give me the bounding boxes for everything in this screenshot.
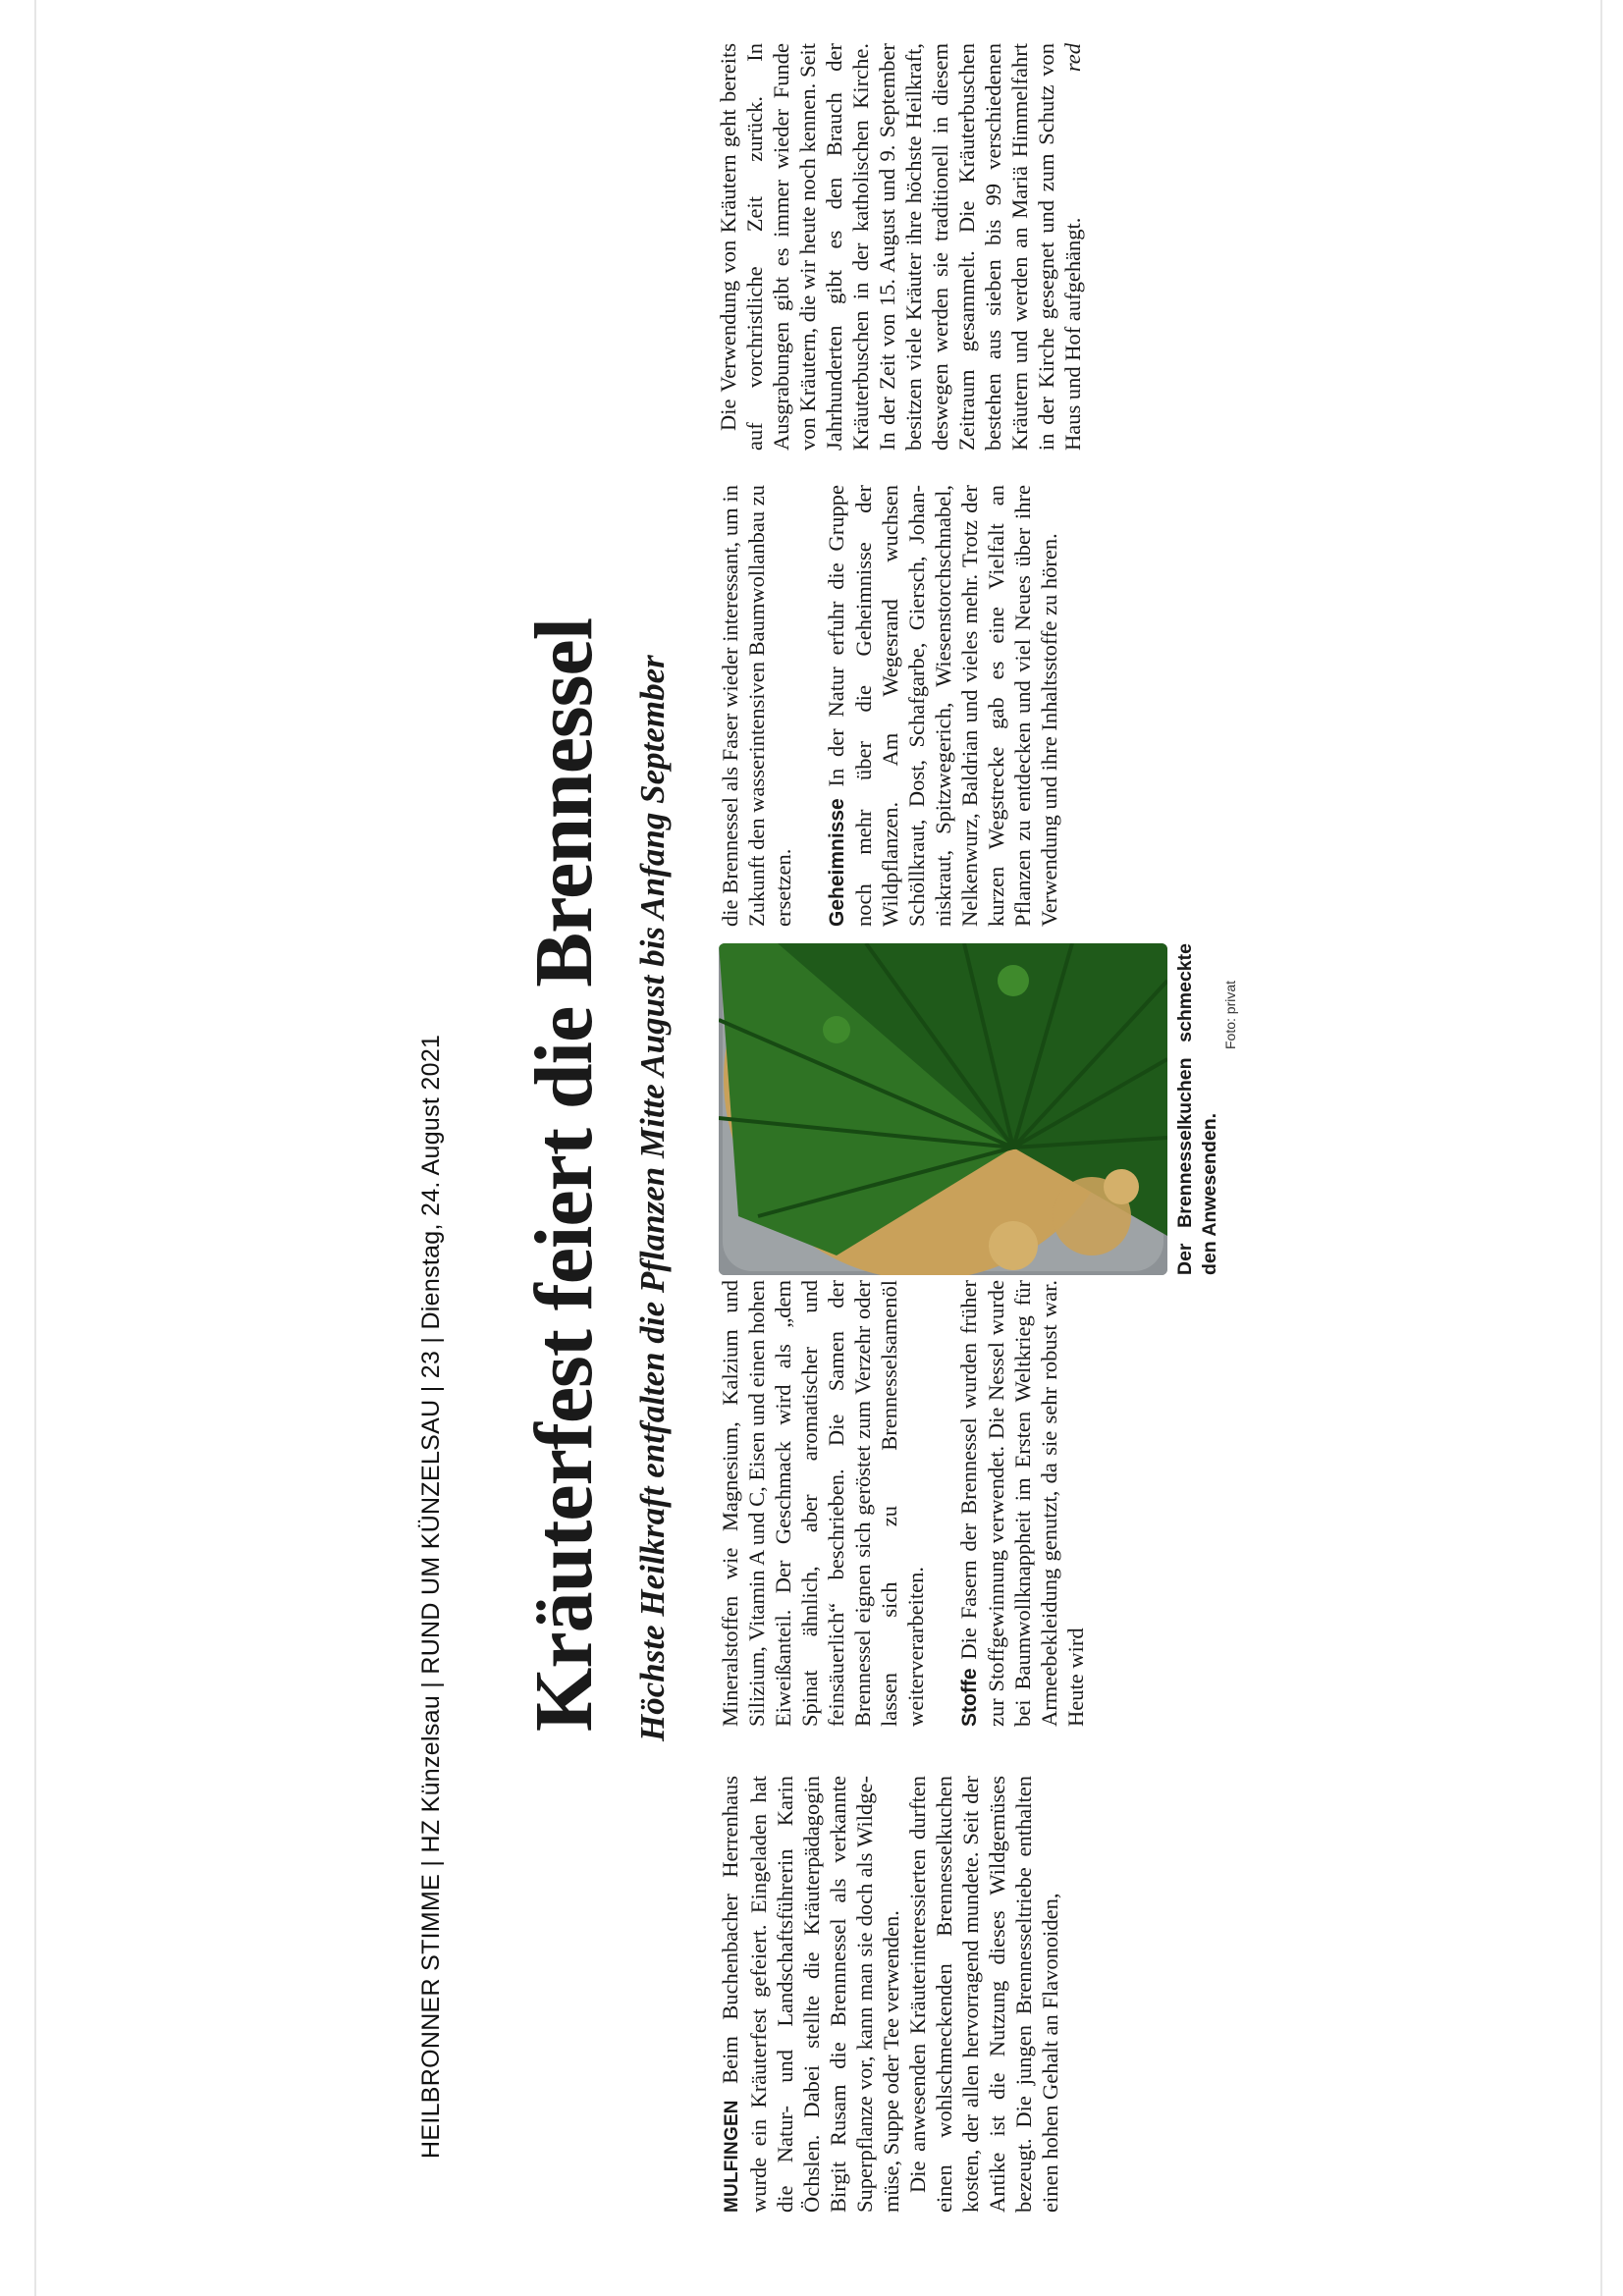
photo-caption: Der Brennesselkuchen schmeckte den Anwesenden. (1174, 943, 1220, 1275)
article-column-1 (717, 1776, 1063, 2213)
subheading: Geheimnisse (826, 798, 848, 927)
paragraph: Geheimnisse In der Natur erfuhr die Gruppe noch mehr über die Geheimnisse der Wildpflanzen. Am Wegesrand wuchsen Schöllkraut, Dost, Schafgarbe, Giersch, Johanniskraut, Spitzwegerich, Wiesenstorchschnabel, Nelkenwurz, Baldrian und vieles mehr. Trotz der kurzen Wegstrecke gab es eine Vielfalt an Pflanzen zu entdecken und viel Neues über ihre Verwendung und ihre Inhaltsstoffe zu hören. (824, 484, 1061, 927)
scan-edge-line (1600, 0, 1602, 2296)
article-column-2 (717, 1280, 1089, 1727)
article-subheadline: Höchste Heilkraft entfalten die Pflanzen Mitte August bis Anfang September (633, 655, 672, 1741)
page-header: HEILBRONNER STIMME | HZ Künzelsau | RUND UM KÜNZELSAU | 23 | Dienstag, 24. August 2021 (417, 1034, 445, 2159)
nettle-cake-image (719, 943, 1167, 1275)
cake-photo (719, 943, 1167, 1275)
paragraph: Stoffe Die Fasern der Brennessel wurden früher zur Stoffgewinnung verwendet. Die Nessel wurde bei Baumwollknappheit im Ersten Weltkrieg für Armeebekleidung genutzt, da sie sehr robust war. Heute wird (956, 1280, 1088, 1727)
paragraph: Die anwesenden Kräuterinteressierten durften einen wohlschmeckenden Brennesselkuchen kosten, der allen hervorragend mundete. Seit der Antike ist die Nutzung dieses Wildgemüses bezeugt. Die jungen Brennesseltriebe enthalten einen hohen Gehalt an Flavonoiden, (905, 1776, 1062, 2213)
author-signature: red (1060, 43, 1085, 73)
paragraph: Mineralstoffen wie Magnesium, Kalzium und Silizium, Vitamin A und C, Eisen und einen hohen Eiweißanteil. Der Geschmack wird als „dem Spinat ähnlich, aber aromatischer und feinsäuerlich“ beschrieben. Die Samen der Brennessel eignen sich geröstet zum Verzehr oder lassen sich zu Brennesselsamenöl weiterverarbeiten. (718, 1280, 928, 1727)
photo-credit: Foto: privat (1222, 980, 1238, 1049)
article-column-3 (717, 485, 1062, 927)
article-column-4 (715, 43, 1086, 451)
dateline: MULFINGEN (722, 2100, 742, 2213)
paragraph: MULFINGEN Beim Buchenbacher Herrenhaus wurde ein Kräuterfest gefeiert. Eingeladen hat die Natur- und Landschaftsführerin Karin Öchslen. Dabei stellte die Kräuterpädagogin Birgit Rusam die Brennnessel als verkannte Superpflanze vor, kann man sie doch als Wildgemüse, Suppe oder Tee verwenden. (718, 1776, 903, 2213)
paragraph: die Brennessel als Faser wieder interessant, um in Zukunft den wasserintensiven Baumwollanbau zu ersetzen. (718, 485, 795, 927)
scan-edge-line (34, 0, 36, 2296)
article-headline: Kräuterfest feiert die Brennessel (518, 617, 610, 1732)
paragraph: Die Verwendung von Kräutern geht bereits auf vorchristliche Zeit zurück. In Ausgrabungen gibt es immer wieder Funde von Kräutern, die wir heute noch kennen. Seit Jahrhunderten gibt es den Brauch der Kräuterbuschen in der katholischen Kirche. In der Zeit von 15. August und 9. September besitzen viele Kräuter ihre höchste Heilkraft, deswegen werden sie traditionell in diesem Zeitraum gesammelt. Die Kräuterbuschen bestehen aus sieben bis 99 verschiedenen Kräutern und werden an Mariä Himmelfahrt in der Kirche gesegnet und zum Schutz von Haus und Hof aufgehängt. red (716, 43, 1085, 451)
subheading: Stoffe (958, 1668, 981, 1727)
